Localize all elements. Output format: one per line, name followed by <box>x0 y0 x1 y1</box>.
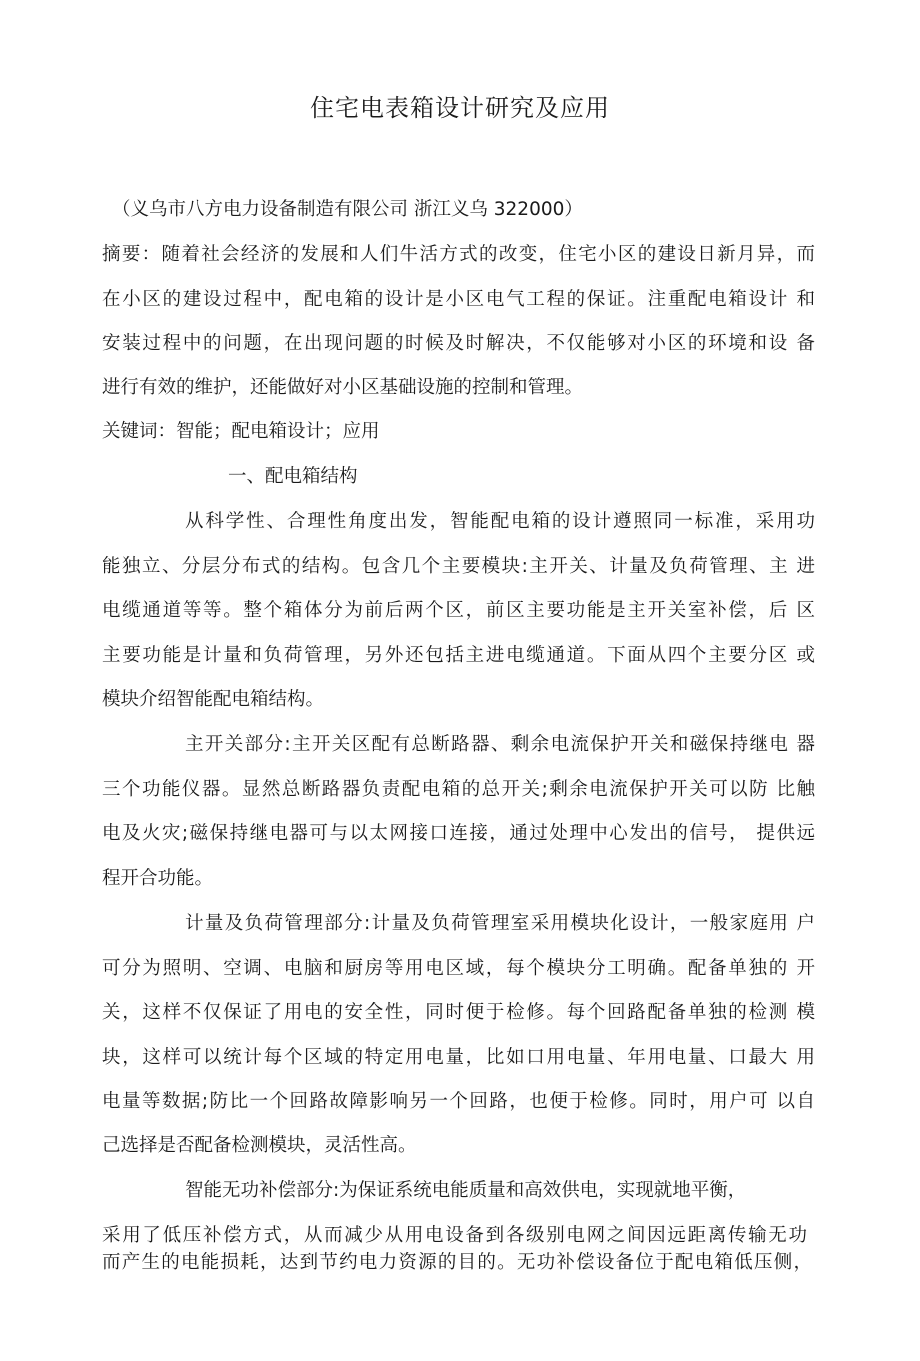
paragraph-line: 程开合功能。 <box>102 868 214 889</box>
paragraph-line: 智能无功补偿部分:为保证系统电能质量和高效供电，实现就地平衡， <box>185 1180 747 1201</box>
affiliation: （义乌市八方电力设备制造有限公司 浙江义乌 322000） <box>112 199 583 220</box>
paragraph-line: 从科学性、合理性角度出发，智能配电箱的设计遵照同一标准，采用功 <box>185 511 815 532</box>
paragraph-line: 而产生的电能损耗，达到节约电力资源的目的。无功补偿设备位于配电箱低压侧， <box>102 1252 812 1273</box>
paragraph-line: 可分为照明、空调、电脑和厨房等用电区域，每个模块分工明确。配备单独的 开 <box>102 958 815 979</box>
abstract-line: 进行有效的维护，还能做好对小区基础设施的控制和管理。 <box>102 377 584 398</box>
paragraph-line: 己选择是否配备检测模块，灵活性高。 <box>102 1135 417 1156</box>
abstract-line: 安装过程中的问题，在出现问题的时候及时解决，不仅能够对小区的环境和设 备 <box>102 333 815 354</box>
paragraph-line: 采用了低压补偿方式，从而减少从用电设备到各级别电网之间因远距离传输无功 <box>102 1225 807 1246</box>
paragraph-line: 块，这样可以统计每个区域的特定用电量，比如口用电量、年用电量、口最大 用 <box>102 1047 815 1068</box>
paragraph-line: 电量等数据;防比一个回路故障影响另一个回路，也便于检修。同时，用户可 以自 <box>102 1091 815 1112</box>
paragraph-line: 主要功能是计量和负荷管理，另外还包括主进电缆通道。下面从四个主要分区 或 <box>102 645 815 666</box>
paragraph-line: 三个功能仪器。显然总断路器负责配电箱的总开关;剩余电流保护开关可以防 比触 <box>102 779 815 800</box>
section-heading: 一、配电箱结构 <box>228 466 358 487</box>
abstract-line: 在小区的建设过程中，配电箱的设计是小区电气工程的保证。注重配电箱设计 和 <box>102 289 815 310</box>
paragraph-line: 电缆通道等等。整个箱体分为前后两个区，前区主要功能是主开关室补偿，后 区 <box>102 600 815 621</box>
abstract-line: 摘要：随着社会经济的发展和人们牛活方式的改变，住宅小区的建设日新月异，而 <box>102 244 815 265</box>
paragraph-line: 能独立、分层分布式的结构。包含几个主要模块:主开关、计量及负荷管理、主 进 <box>102 556 815 577</box>
paragraph-line: 电及火灾;磁保持继电器可与以太网接口连接，通过处理中心发出的信号， 提供远 <box>102 823 815 844</box>
keywords: 关键词：智能；配电箱设计；应用 <box>102 421 380 442</box>
paragraph-line: 主开关部分:主开关区配有总断路器、剩余电流保护开关和磁保持继电 器 <box>185 734 815 755</box>
paragraph-line: 计量及负荷管理部分:计量及负荷管理室采用模块化设计，一般家庭用 户 <box>185 913 815 934</box>
paragraph-line: 关，这样不仅保证了用电的安全性，同时便于检修。每个回路配备单独的检测 模 <box>102 1002 815 1023</box>
paragraph-line: 模块介绍智能配电箱结构。 <box>102 689 325 710</box>
document-title: 住宅电表箱设计研究及应用 <box>310 94 610 122</box>
